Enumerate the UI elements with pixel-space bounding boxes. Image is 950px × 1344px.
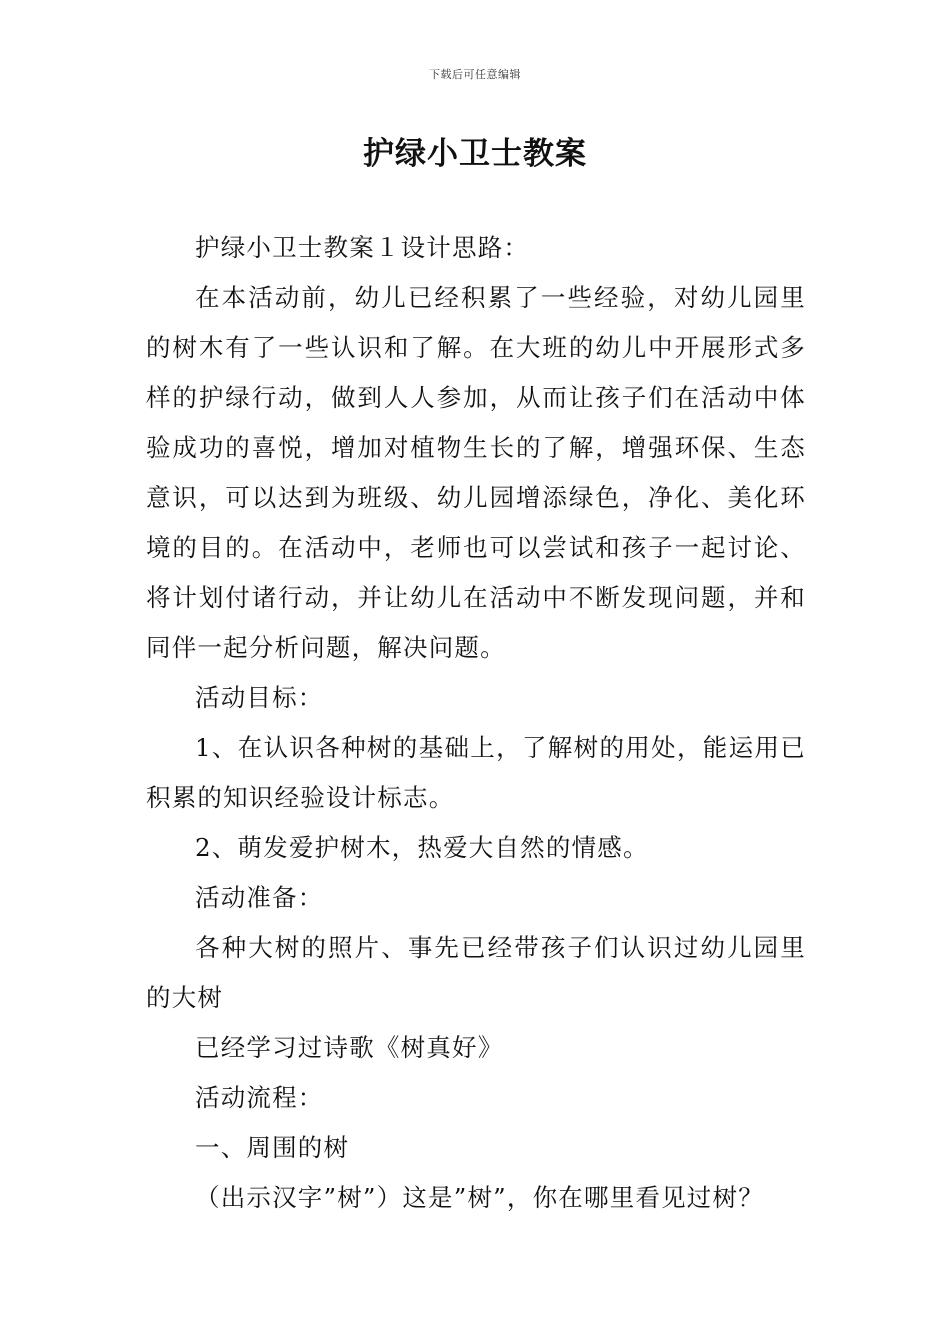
process-step-1-heading: 一、周围的树 xyxy=(195,1133,350,1162)
design-idea-heading: 护绿小卫士教案１设计思路： xyxy=(195,233,530,262)
goal-item-2: 2、萌发爱护树木，热爱大自然的情感。 xyxy=(195,833,649,862)
document-title: 护绿小卫士教案 xyxy=(363,136,587,172)
preparation-heading: 活动准备： xyxy=(195,883,324,912)
document-body xyxy=(146,223,806,1223)
preparation-item-1: 各种大树的照片、事先已经带孩子们认识过幼儿园里的大树 xyxy=(146,933,806,1012)
process-heading: 活动流程： xyxy=(195,1083,324,1112)
process-step-1-text: （出示汉字”树”）这是”树”，你在哪里看见过树？ xyxy=(195,1183,764,1212)
preparation-item-2: 已经学习过诗歌《树真好》 xyxy=(195,1033,504,1062)
design-idea-paragraph: 在本活动前，幼儿已经积累了一些经验，对幼儿园里的树木有了一些认识和了解。在大班的幼儿中开展形式多样的护绿行动，做到人人参加，从而让孩子们在活动中体验成功的喜悦，增加对植物生长的了解，增强环保、生态意识，可以达到为班级、幼儿园增添绿色，净化、美化环境的目的。在活动中，老师也可以尝试和孩子一起讨论、将计划付诸行动，并让幼儿在活动中不断发现问题，并和同伴一起分析问题，解决问题。 xyxy=(146,283,806,662)
goal-item-1: 1、在认识各种树的基础上，了解树的用处，能运用已积累的知识经验设计标志。 xyxy=(146,733,806,812)
header-note: 下载后可任意编辑 xyxy=(429,68,521,81)
goals-heading: 活动目标： xyxy=(195,683,324,712)
